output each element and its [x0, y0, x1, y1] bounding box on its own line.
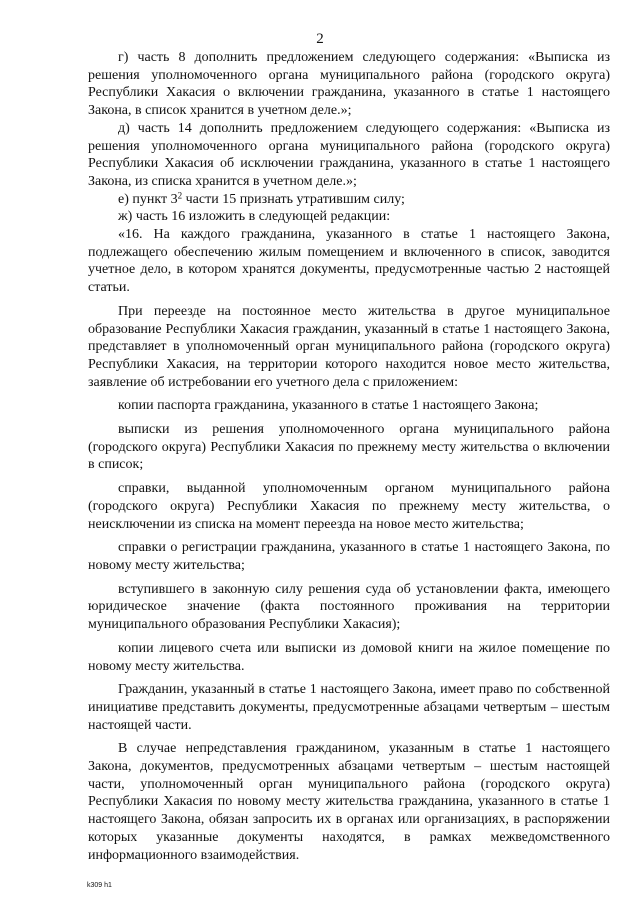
paragraph-16: «16. На каждого гражданина, указанного в статье 1 настоящего Закона, подлежащего обеспечению жилым помещением и включенного в список, заводится учетное дело, в котором хранятся документы, предусмотренные частью 2 настоящей статьи.	[88, 227, 610, 296]
item-e	[88, 191, 610, 209]
item-e-superscript: 2	[177, 190, 183, 201]
page-number: 2	[316, 31, 324, 47]
item-e-rest: части 15 признать утратившим силу;	[182, 191, 405, 207]
attachment-court-decision: вступившего в законную силу решения суда об установлении факта, имеющего юридическое значение (факта постоянного проживания на территории муниципального образования Республики Хакасия);	[88, 581, 610, 633]
item-zh: ж) часть 16 изложить в следующей редакции:	[118, 209, 391, 225]
attachment-account-copy: копии лицевого счета или выписки из домовой книги на жилое помещение по новому месту жительства.	[88, 640, 610, 674]
attachment-passport: копии паспорта гражданина, указанного в статье 1 настоящего Закона;	[118, 398, 539, 414]
attachment-registration-certificate: справки о регистрации гражданина, указанного в статье 1 настоящего Закона, по новому месту жительства;	[88, 540, 610, 573]
non-submission-paragraph: В случае непредставления гражданином, указанным в статье 1 настоящего Закона, документов, предусмотренных абзацами четвертым – шестым настоящей части, уполномоченный орган муниципального района (городского округа) Республики Хакасия по новому месту жительства гражданина, указанного в статье 1 настоящего Закона, обязан запросить их в органах или организациях, в распоряжении которых указанные документы находятся, в рамках межведомственного информационного взаимодействия.	[88, 741, 610, 863]
item-g: г) часть 8 дополнить предложением следующего содержания: «Выписка из решения уполномоченного органа муниципального района (городского округа) Республики Хакасия о включении гражданина, указанного в статье 1 настоящего Закона, в список хранится в учетном деле.»;	[88, 50, 610, 119]
attachment-inclusion-extract: выписки из решения уполномоченного органа муниципального района (городского округа) Республики Хакасия по прежнему месту жительства о включении в список;	[88, 422, 610, 473]
initiative-paragraph: Гражданин, указанный в статье 1 настоящего Закона, имеет право по собственной инициативе представить документы, предусмотренные абзацами четвертым – шестым настоящей части.	[88, 682, 610, 733]
footer-code: k309 h1	[87, 882, 112, 889]
item-d: д) часть 14 дополнить предложением следующего содержания: «Выписка из решения уполномоченного органа муниципального района (городского округа) Республики Хакасия об исключении гражданина, указанного в статье 1 настоящего Закона, из списка хранится в учетном деле.»;	[88, 120, 610, 189]
attachment-non-exclusion-certificate: справки, выданной уполномоченным органом муниципального района (городского округа) Республики Хакасия по прежнему месту жительства, о неисключении из списка на момент переезда на новое место жительства;	[88, 481, 610, 532]
document-body	[88, 49, 610, 864]
item-e-text: е) пункт 3	[118, 191, 178, 207]
relocation-paragraph: При переезде на постоянное место жительства в другое муниципальное образование Республики Хакасия гражданин, указанный в статье 1 настоящего Закона, представляет в уполномоченный орган муниципального района (городского округа) Республики Хакасия, на территории которого находится новое место жительства, заявление об истребовании его учетного дела с приложением:	[88, 303, 610, 390]
